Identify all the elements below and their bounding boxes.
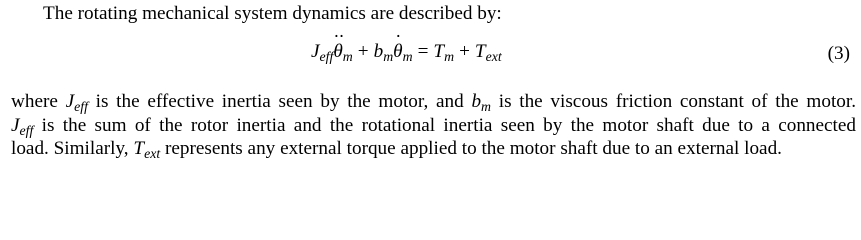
equation-block [0,25,861,68]
math-symbol-J: J [65,91,75,112]
equation-body [311,25,502,66]
eq-plus: + [357,41,369,62]
text-run: is the effective inertia seen by the motor, and [87,91,472,112]
text-run: where [11,91,66,112]
double-dot-accent: ·· [333,25,344,46]
dot-accent: · [395,25,401,46]
eq-symbol-theta: θ [333,41,343,62]
eq-plus: + [459,41,470,62]
paragraph-line [11,90,856,114]
eq-subscript-m: m [342,48,353,64]
equation-number: (3) [827,43,850,64]
math-symbol-T: T [133,138,145,160]
eq-subscript-eff: eff [319,48,334,64]
paragraph-line [11,114,856,138]
eq-symbol-J: J [311,41,320,62]
text-run: load. Similarly, [11,138,134,160]
eq-subscript-m: m [402,48,413,64]
eq-symbol-b: b [373,41,384,62]
math-symbol-J: J [11,114,20,136]
eq-theta-double-dot [333,25,344,66]
math-subscript-eff: eff [74,98,88,114]
math-subscript-eff: eff [19,122,34,138]
eq-theta-dot [393,25,403,66]
eq-subscript-m: m [444,48,455,64]
eq-subscript-m: m [383,48,394,64]
math-symbol-b: b [471,91,482,112]
math-subscript-ext: ext [144,146,161,162]
eq-subscript-ext: ext [485,48,502,64]
body-paragraph [11,90,856,161]
text-run: is the sum of the rotor inertia and the rotational inertia seen by the motor shaft due to a connected [33,114,856,136]
eq-symbol-T: T [433,41,445,62]
eq-symbol-theta: θ [393,41,403,62]
eq-equals: = [417,41,429,62]
paragraph-line [11,137,856,161]
intro-sentence: The rotating mechanical system dynamics are described by: [43,3,502,24]
text-run: is the viscous friction constant of the motor. [491,91,856,112]
math-subscript-m: m [481,98,492,114]
text-run: represents any external torque applied to the motor shaft due to an external load. [160,138,782,160]
eq-symbol-T: T [474,41,486,62]
